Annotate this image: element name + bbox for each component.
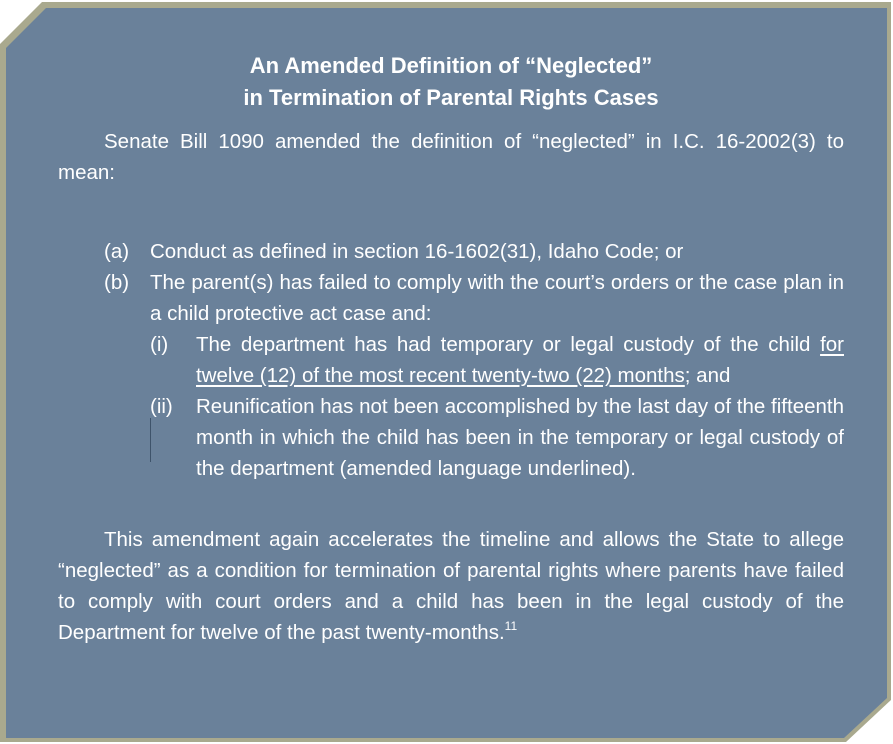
definition-list [58, 236, 844, 484]
list-marker-i: (i) [150, 333, 169, 356]
closing-paragraph [58, 524, 844, 648]
list-marker-b: (b) [104, 271, 130, 294]
list-marker-a: (a) [104, 240, 130, 263]
list-item-b [58, 267, 844, 329]
box-title-line-2: in Termination of Parental Rights Cases [243, 85, 659, 110]
list-text-i-after: ; and [684, 364, 731, 387]
intro-paragraph: Senate Bill 1090 amended the definition of “neglected” in I.C. 16-2002(3) to mean: [58, 130, 844, 184]
list-item-ii [58, 391, 844, 484]
box-content [58, 50, 844, 648]
list-text-i-underlined: for twelve (12) of the most recent twenty-two (22) months [196, 333, 844, 387]
box-title-line-1: An Amended Definition of “Neglected” [249, 53, 653, 78]
closing-text: This amendment again accelerates the timeline and allows the State to allege “neglected” as a condition for termination of parental rights where parents have failed to comply with court orders and a child has been in the legal custody of the Department for twelve of the past twenty-months. [58, 528, 844, 644]
list-text-b: The parent(s) has failed to comply with the court’s orders or the case plan in a child protective act case and: [150, 271, 844, 325]
list-text-i-before: The department has had temporary or legal custody of the child [196, 333, 821, 356]
list-marker-ii: (ii) [150, 395, 173, 418]
footnote-marker[interactable]: 11 [504, 619, 518, 633]
list-item-a [58, 236, 844, 267]
box-title [58, 50, 844, 114]
list-text-ii: Reunification has not been accomplished by the last day of the fifteenth month in which the child has been in the temporary or legal custody of the department (amended language underlined). [196, 395, 844, 480]
list-text-a: Conduct as defined in section 16-1602(31), Idaho Code; or [150, 240, 684, 263]
text-cursor [150, 418, 151, 462]
list-item-i [58, 329, 844, 391]
